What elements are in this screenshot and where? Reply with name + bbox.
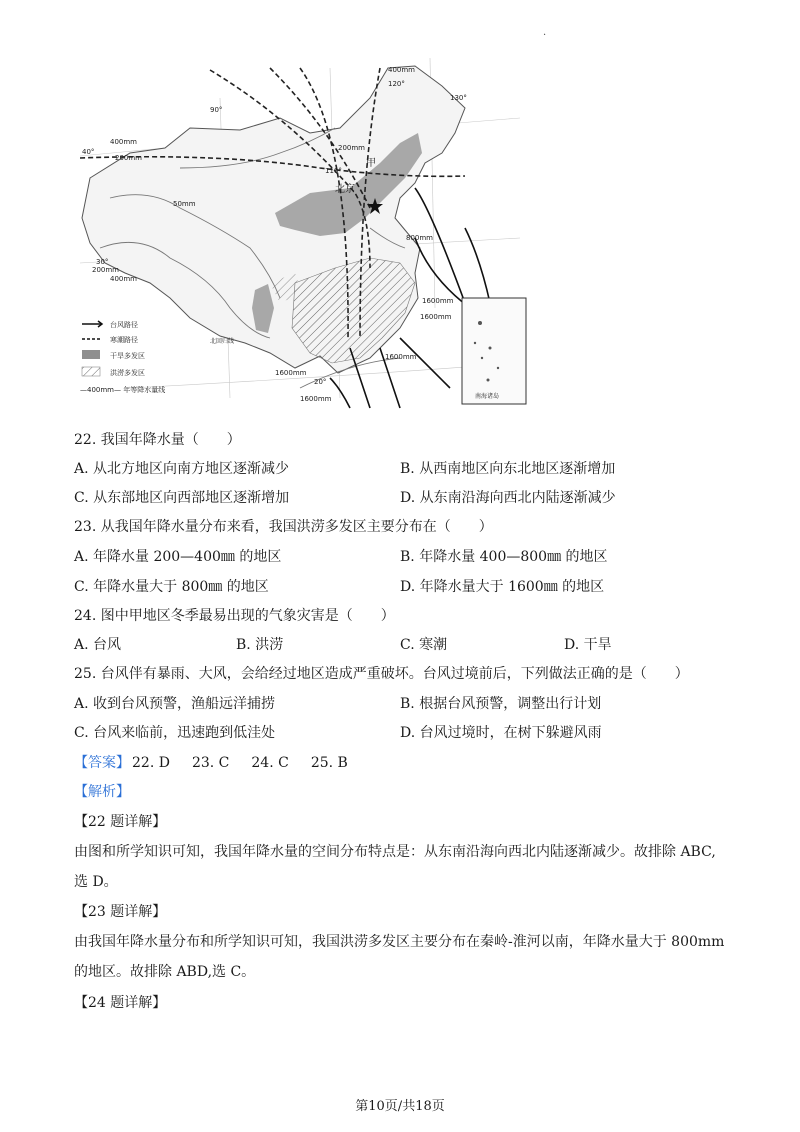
svg-text:20°: 20° <box>314 378 327 386</box>
china-precipitation-map <box>70 58 530 410</box>
section-23-line-2: 的地区。故排除 ABD,选 C。 <box>74 964 256 980</box>
q25-option-d: D. 台风过境时，在树下躲避风雨 <box>400 725 602 741</box>
svg-text:200mm: 200mm <box>338 144 365 152</box>
answer-25: 25. B <box>310 755 348 771</box>
svg-text:800mm: 800mm <box>406 234 433 242</box>
q23-option-d: D. 年降水量大于 1600㎜ 的地区 <box>400 579 605 595</box>
svg-text:1600mm: 1600mm <box>275 369 307 377</box>
q25-stem: 25. 台风伴有暴雨、大风，会给经过地区造成严重破坏。台风过境前后，下列做法正确的是（ ） <box>74 666 689 682</box>
svg-text:30°: 30° <box>96 258 109 266</box>
svg-text:北京: 北京 <box>335 184 355 195</box>
q24-stem: 24. 图中甲地区冬季最易出现的气象灾害是（ ） <box>74 608 395 624</box>
answer-24: 24. C <box>251 755 289 771</box>
answer-22: 22. D <box>132 755 170 771</box>
answer-23: 23. C <box>191 755 230 771</box>
svg-text:1600mm: 1600mm <box>422 297 454 305</box>
section-22-line-1: 由图和所学知识可知，我国年降水量的空间分布特点是：从东南沿海向西北内陆逐渐减少。故排除 ABC, <box>74 844 716 860</box>
section-22-line-2: 选 D。 <box>74 874 118 890</box>
svg-text:200mm: 200mm <box>92 266 119 274</box>
q25-option-b: B. 根据台风预警，调整出行计划 <box>400 696 602 712</box>
q24-option-c: C. 寒潮 <box>400 637 448 653</box>
q23-option-a: A. 年降水量 200—400㎜ 的地区 <box>74 549 282 565</box>
svg-text:400mm: 400mm <box>110 275 137 283</box>
legend-coldwave: 寒潮路径 <box>110 336 138 344</box>
svg-text:200mm: 200mm <box>115 154 142 162</box>
answer-label: 【答案】 <box>74 755 130 771</box>
section-24-title: 【24 题详解】 <box>74 995 167 1011</box>
q23-option-b: B. 年降水量 400—800㎜ 的地区 <box>400 549 608 565</box>
svg-text:130°: 130° <box>450 94 467 102</box>
q22-option-b: B. 从西南地区向东北地区逐渐增加 <box>400 461 616 477</box>
section-23-line-1: 由我国年降水量分布和所学知识可知，我国洪涝多发区主要分布在秦岭-淮河以南，年降水量大于 800mm <box>74 934 725 950</box>
svg-text:50mm: 50mm <box>173 200 196 208</box>
q24-option-a: A. 台风 <box>74 637 122 653</box>
q23-stem: 23. 从我国年降水量分布来看，我国洪涝多发区主要分布在（ ） <box>74 519 493 535</box>
q23-option-c: C. 年降水量大于 800㎜ 的地区 <box>74 579 269 595</box>
q22-option-d: D. 从东南沿海向西北内陆逐渐减少 <box>400 490 616 506</box>
page-footer: 第10页/共18页 <box>355 1099 445 1114</box>
svg-text:90°: 90° <box>210 106 223 114</box>
legend-isohyet: —400mm— 年等降水量线 <box>80 386 166 394</box>
svg-text:1600mm: 1600mm <box>385 353 417 361</box>
page-mark: · <box>543 30 547 41</box>
svg-text:110°: 110° <box>325 167 342 175</box>
svg-text:甲: 甲 <box>366 158 376 169</box>
svg-text:400mm: 400mm <box>110 138 137 146</box>
inset-frame <box>462 298 526 404</box>
q24-option-b: B. 洪涝 <box>236 637 284 653</box>
legend-flood: 洪涝多发区 <box>110 369 145 377</box>
section-23-title: 【23 题详解】 <box>74 904 167 920</box>
legend-typhoon: 台风路径 <box>110 321 138 329</box>
q25-option-a: A. 收到台风预警，渔船远洋捕捞 <box>74 696 276 712</box>
q24-option-d: D. 干旱 <box>564 637 612 653</box>
answer-row <box>74 753 370 773</box>
svg-text:120°: 120° <box>388 80 405 88</box>
q25-option-c: C. 台风来临前，迅速跑到低洼处 <box>74 725 276 741</box>
legend-drought: 干旱多发区 <box>110 352 145 360</box>
q22-option-a: A. 从北方地区向南方地区逐渐减少 <box>74 461 290 477</box>
svg-text:南海诸岛: 南海诸岛 <box>475 393 500 400</box>
section-22-title: 【22 题详解】 <box>74 814 167 830</box>
svg-text:1600mm: 1600mm <box>300 395 332 403</box>
svg-text:400mm: 400mm <box>388 66 415 74</box>
svg-text:北回归线: 北回归线 <box>210 338 235 345</box>
q22-stem: 22. 我国年降水量（ ） <box>74 432 241 448</box>
svg-text:40°: 40° <box>82 148 95 156</box>
analysis-label: 【解析】 <box>74 784 130 800</box>
china-outline <box>82 66 465 373</box>
map-legend <box>80 320 165 394</box>
q22-option-c: C. 从东部地区向西部地区逐渐增加 <box>74 490 290 506</box>
svg-text:1600mm: 1600mm <box>420 313 452 321</box>
